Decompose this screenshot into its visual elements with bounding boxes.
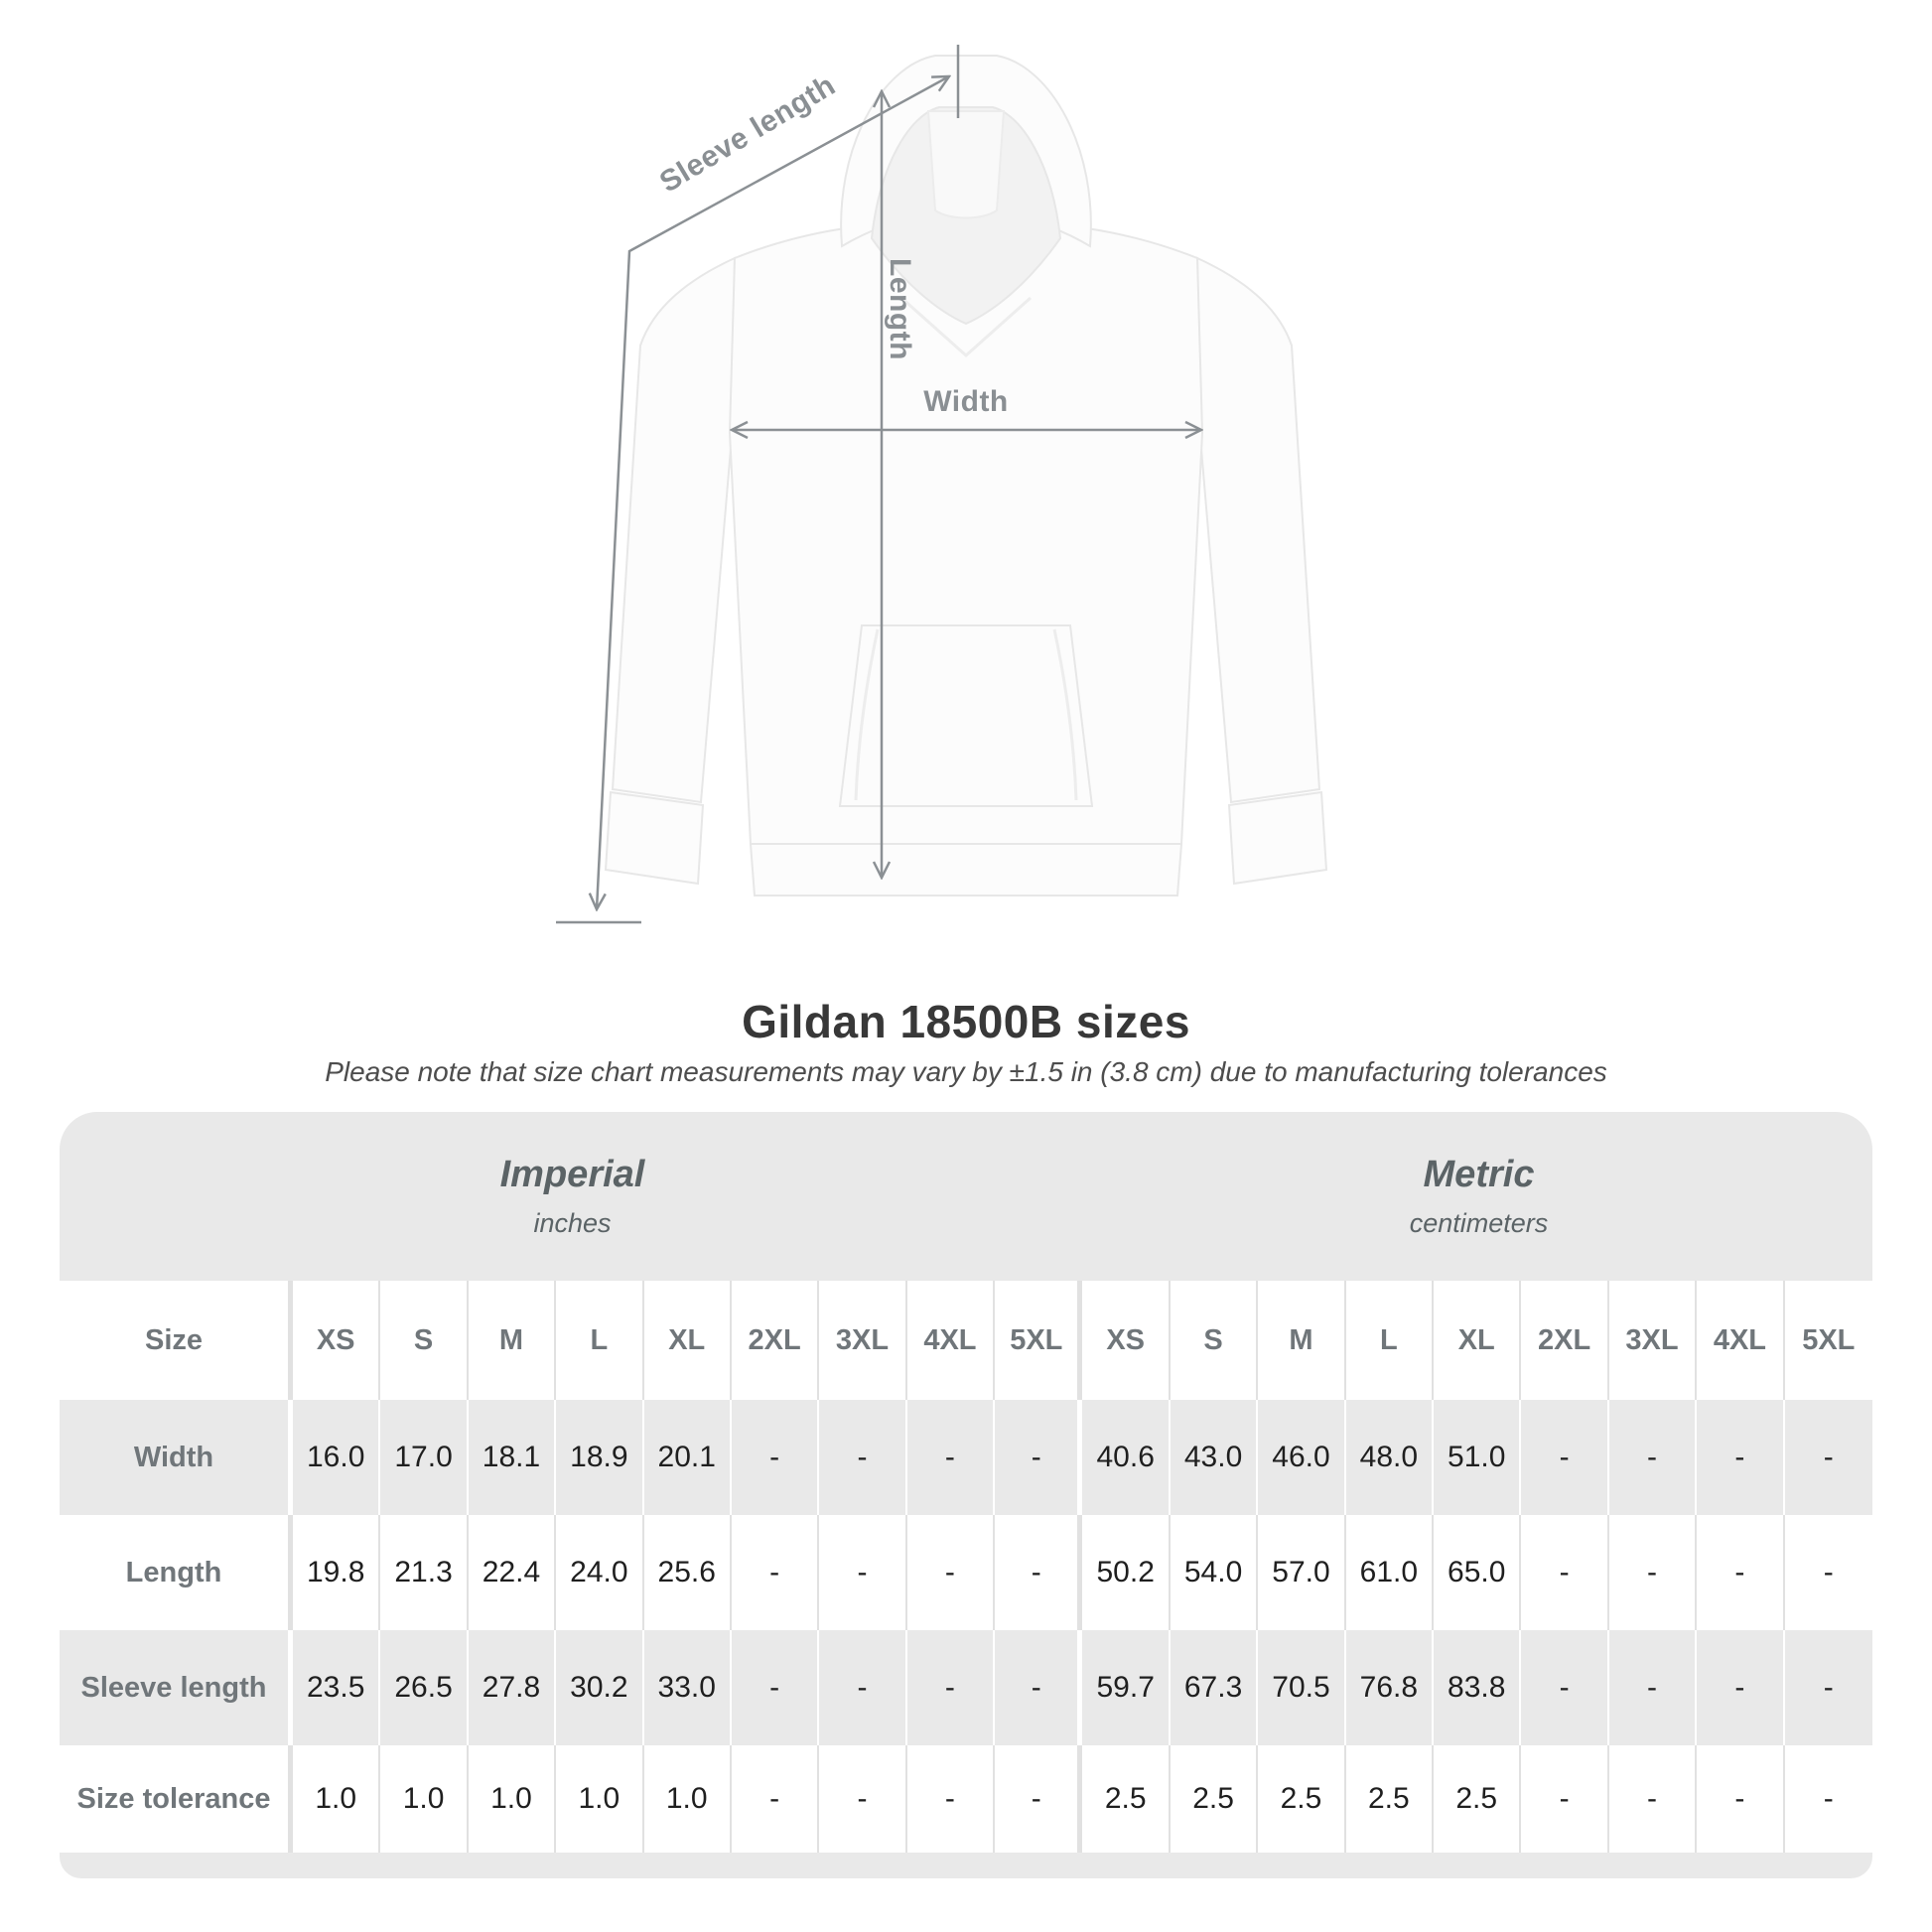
cell-metric-M: 70.5 — [1258, 1630, 1345, 1745]
table-row-sleeve-length — [60, 1630, 1872, 1745]
cell-imperial-L: 24.0 — [556, 1515, 643, 1630]
cell-metric-XL: 83.8 — [1434, 1630, 1521, 1745]
cell-imperial-XL: 20.1 — [644, 1400, 732, 1515]
cell-metric-5XL: - — [1823, 1441, 1834, 1473]
cell-metric-XS: 2.5 — [1082, 1745, 1170, 1853]
cell-metric-4XL: - — [1697, 1400, 1784, 1515]
size-header-metric-M: M — [1258, 1281, 1345, 1400]
size-header-imperial-S: S — [380, 1281, 468, 1400]
table-row-size-tolerance — [60, 1745, 1872, 1853]
cell-metric-XS: 59.7 — [1082, 1630, 1170, 1745]
cell-imperial-S: 26.5 — [380, 1630, 468, 1745]
length-label: Length — [884, 258, 916, 360]
size-header-imperial-5XL: 5XL — [995, 1281, 1082, 1400]
cell-metric-S: 43.0 — [1171, 1400, 1258, 1515]
size-header-metric-S: S — [1171, 1281, 1258, 1400]
cell-metric-4XL: - — [1697, 1745, 1784, 1853]
cell-metric-M: 2.5 — [1258, 1745, 1345, 1853]
cell-imperial-4XL: - — [907, 1400, 995, 1515]
cell-metric-2XL: - — [1521, 1745, 1608, 1853]
size-header-imperial-3XL: 3XL — [819, 1281, 906, 1400]
cell-imperial-L: 30.2 — [556, 1630, 643, 1745]
metric-sublabel: centimeters — [1409, 1208, 1549, 1238]
cell-imperial-M: 27.8 — [469, 1630, 556, 1745]
size-header-metric-XL: XL — [1434, 1281, 1521, 1400]
size-corner-header: Size — [60, 1281, 293, 1400]
cell-metric-L: 48.0 — [1346, 1400, 1434, 1515]
table-footer-strip — [60, 1853, 1872, 1878]
cell-metric-2XL: - — [1521, 1630, 1608, 1745]
cell-imperial-L: 18.9 — [556, 1400, 643, 1515]
metric-unit-group — [1085, 1112, 1872, 1281]
row-label: Size tolerance — [60, 1745, 293, 1853]
cell-metric-4XL: - — [1697, 1630, 1784, 1745]
cell-imperial-S: 17.0 — [380, 1400, 468, 1515]
row-label: Sleeve length — [60, 1630, 293, 1745]
cell-metric-XL: 2.5 — [1434, 1745, 1521, 1853]
hoodie-illustration — [606, 56, 1326, 896]
size-header-metric-2XL: 2XL — [1521, 1281, 1608, 1400]
cell-imperial-S: 21.3 — [380, 1515, 468, 1630]
hoodie-hood-inner-panel — [928, 111, 1004, 218]
cell-metric-L: 2.5 — [1346, 1745, 1434, 1853]
cell-imperial-2XL: - — [732, 1745, 819, 1853]
size-header-imperial-M: M — [469, 1281, 556, 1400]
cell-imperial-XS: 23.5 — [293, 1630, 380, 1745]
size-header-imperial-4XL: 4XL — [907, 1281, 995, 1400]
cell-metric-5XL: - — [1823, 1556, 1834, 1588]
cell-imperial-3XL: - — [819, 1515, 906, 1630]
size-header-metric-4XL: 4XL — [1697, 1281, 1784, 1400]
cell-imperial-4XL: - — [907, 1630, 995, 1745]
imperial-unit-group — [60, 1112, 1085, 1281]
metric-label: Metric — [1423, 1154, 1535, 1195]
cell-imperial-XL: 1.0 — [644, 1745, 732, 1853]
cell-metric-M: 46.0 — [1258, 1400, 1345, 1515]
cell-imperial-XS: 16.0 — [293, 1400, 380, 1515]
table-row-width — [60, 1400, 1872, 1515]
cell-imperial-5XL: - — [995, 1745, 1082, 1853]
cell-metric-2XL: - — [1521, 1400, 1608, 1515]
row-label: Length — [60, 1515, 293, 1630]
cell-metric-5XL: - — [1823, 1782, 1834, 1815]
hoodie-right-cuff — [1229, 792, 1326, 884]
hoodie-pocket — [840, 625, 1092, 806]
cell-imperial-XS: 19.8 — [293, 1515, 380, 1630]
width-label: Width — [923, 385, 1009, 418]
hoodie-left-cuff — [606, 792, 703, 884]
cell-metric-4XL: - — [1697, 1515, 1784, 1630]
cell-imperial-XL: 33.0 — [644, 1630, 732, 1745]
cell-imperial-M: 1.0 — [469, 1745, 556, 1853]
hoodie-left-sleeve — [613, 258, 735, 802]
tolerance-note: Please note that size chart measurements may vary by ±1.5 in (3.8 cm) due to manufacturing tolerances — [325, 1056, 1607, 1087]
size-header-metric-L: L — [1346, 1281, 1434, 1400]
unit-header-band — [60, 1112, 1872, 1281]
cell-imperial-3XL: - — [819, 1745, 906, 1853]
cell-imperial-5XL: - — [995, 1400, 1082, 1515]
cell-imperial-5XL: - — [995, 1630, 1082, 1745]
size-header-imperial-L: L — [556, 1281, 643, 1400]
cell-metric-L: 61.0 — [1346, 1515, 1434, 1630]
cell-imperial-S: 1.0 — [380, 1745, 468, 1853]
cell-imperial-M: 18.1 — [469, 1400, 556, 1515]
cell-metric-XL: 51.0 — [1434, 1400, 1521, 1515]
row-label: Width — [60, 1400, 293, 1515]
table-body — [60, 1400, 1872, 1853]
cell-metric-XL: 65.0 — [1434, 1515, 1521, 1630]
cell-metric-XS: 50.2 — [1082, 1515, 1170, 1630]
cell-imperial-XS: 1.0 — [293, 1745, 380, 1853]
cell-metric-3XL: - — [1609, 1745, 1697, 1853]
cell-imperial-3XL: - — [819, 1630, 906, 1745]
size-header-imperial-XS: XS — [293, 1281, 380, 1400]
cell-metric-3XL: - — [1609, 1515, 1697, 1630]
imperial-sublabel: inches — [533, 1208, 612, 1238]
size-header-imperial-2XL: 2XL — [732, 1281, 819, 1400]
size-table — [60, 1112, 1872, 1878]
cell-metric-S: 2.5 — [1171, 1745, 1258, 1853]
cell-imperial-5XL: - — [995, 1515, 1082, 1630]
cell-metric-S: 54.0 — [1171, 1515, 1258, 1630]
cell-metric-S: 67.3 — [1171, 1630, 1258, 1745]
page-title: Gildan 18500B sizes — [742, 996, 1190, 1047]
cell-imperial-4XL: - — [907, 1745, 995, 1853]
sleeve-length-label: Sleeve length — [653, 69, 842, 200]
size-header-metric-3XL: 3XL — [1609, 1281, 1697, 1400]
cell-metric-M: 57.0 — [1258, 1515, 1345, 1630]
cell-imperial-3XL: - — [819, 1400, 906, 1515]
hoodie-right-sleeve — [1197, 258, 1319, 802]
size-header-metric-XS: XS — [1082, 1281, 1170, 1400]
table-header-row — [60, 1281, 1872, 1400]
cell-metric-3XL: - — [1609, 1630, 1697, 1745]
cell-imperial-XL: 25.6 — [644, 1515, 732, 1630]
cell-metric-2XL: - — [1521, 1515, 1608, 1630]
cell-metric-5XL: - — [1823, 1671, 1834, 1704]
imperial-label: Imperial — [499, 1154, 645, 1195]
cell-imperial-2XL: - — [732, 1630, 819, 1745]
cell-metric-XS: 40.6 — [1082, 1400, 1170, 1515]
cell-imperial-M: 22.4 — [469, 1515, 556, 1630]
size-header-metric-5XL: 5XL — [1802, 1323, 1856, 1356]
hoodie-waistband — [751, 844, 1181, 896]
size-header-imperial-XL: XL — [644, 1281, 732, 1400]
cell-imperial-L: 1.0 — [556, 1745, 643, 1853]
cell-imperial-2XL: - — [732, 1400, 819, 1515]
cell-metric-3XL: - — [1609, 1400, 1697, 1515]
cell-imperial-2XL: - — [732, 1515, 819, 1630]
cell-imperial-4XL: - — [907, 1515, 995, 1630]
table-row-length — [60, 1515, 1872, 1630]
cell-metric-L: 76.8 — [1346, 1630, 1434, 1745]
